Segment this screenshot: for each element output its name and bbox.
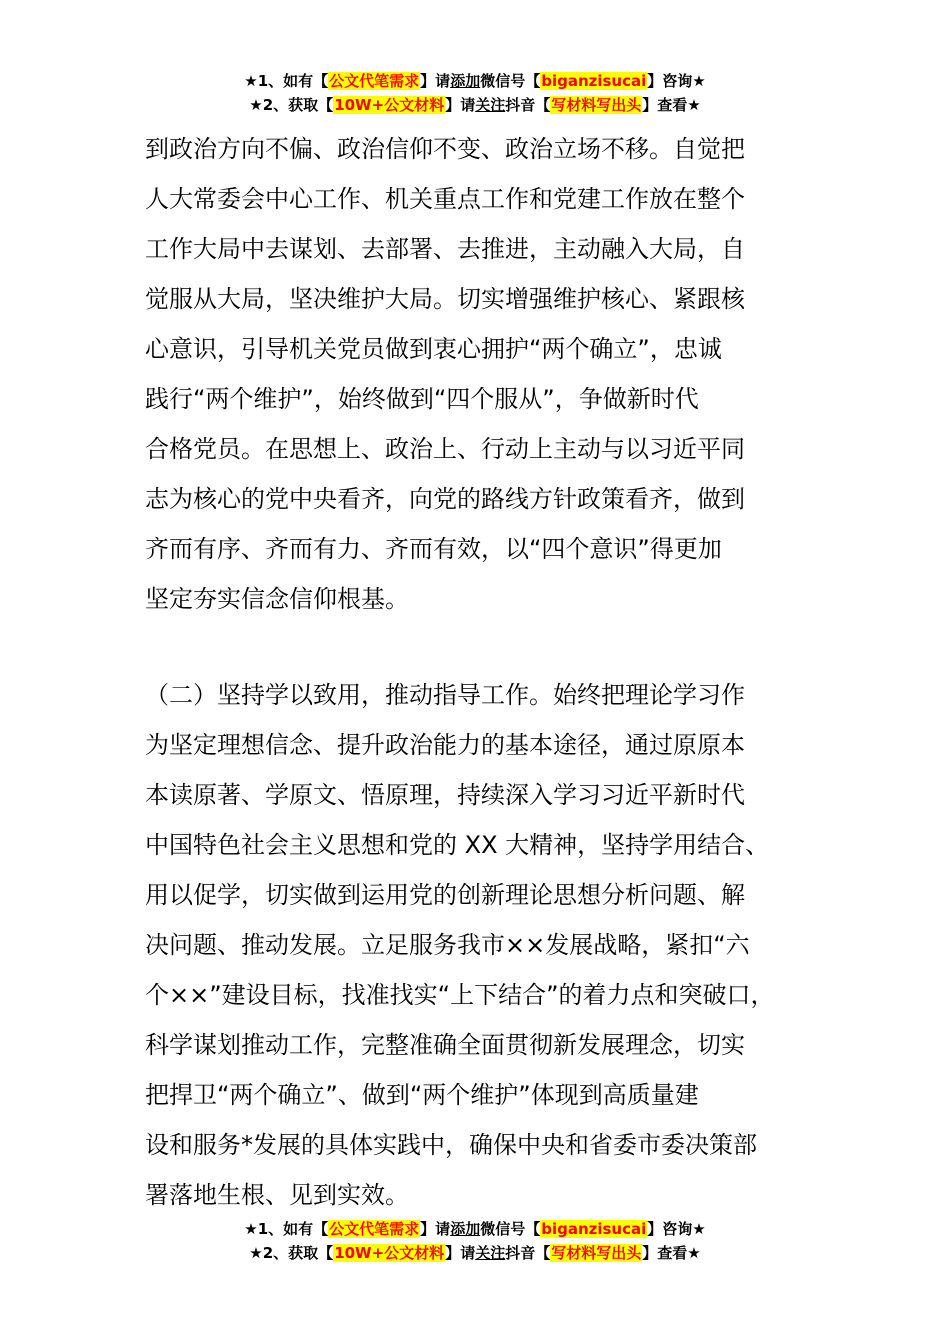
header-banner-line-1 [0, 70, 950, 94]
highlight-text: 10W+公文材料 [334, 1244, 445, 1262]
wechat-id: biganzisucai [541, 72, 647, 90]
text-line: 决问题、推动发展。立足服务我市××发展战略，紧扣“六 [145, 931, 750, 959]
text-line: 用以促学，切实做到运用党的创新理论思想分析问题、解 [145, 881, 745, 909]
document-body [145, 124, 845, 1220]
banner-text: 微信号【 [480, 72, 541, 90]
banner-text: 】咨询★ [647, 1220, 706, 1238]
footer-banner-line-1 [0, 1218, 950, 1242]
header-banner-line-2 [0, 94, 950, 118]
text-line: 坚定夯实信念信仰根基。 [145, 585, 409, 613]
douyin-id: 写材料写出头 [551, 96, 642, 114]
wechat-id: biganzisucai [541, 1220, 647, 1238]
banner-text: 抖音【 [505, 96, 551, 114]
text-line: 本读原著、学原文、悟原理，持续深入学习习近平新时代 [145, 781, 745, 809]
banner-text: ★1、如有【 [244, 1220, 329, 1238]
header-banner [0, 70, 950, 118]
paragraph-spacer [145, 624, 845, 670]
banner-text: 微信号【 [480, 1220, 541, 1238]
footer-banner-line-2 [0, 1242, 950, 1266]
banner-text: 】请 [420, 1220, 451, 1238]
text-line: 为坚定理想信念、提升政治能力的基本途径，通过原原本 [145, 731, 745, 759]
banner-text: ★1、如有【 [244, 72, 329, 90]
text-line: 践行“两个维护”，始终做到“四个服从”，争做新时代 [145, 385, 699, 413]
paragraph-2 [145, 670, 845, 1220]
banner-text: 】请 [445, 96, 476, 114]
underlined-text: 添加 [450, 1220, 481, 1238]
highlight-text: 公文代笔需求 [329, 72, 420, 90]
text-line: 心意识，引导机关党员做到衷心拥护“两个确立”，忠诚 [145, 335, 722, 363]
section-heading-line: （二）坚持学以致用，推动指导工作。始终把理论学习作 [145, 681, 745, 709]
text-line: 署落地生根、见到实效。 [145, 1181, 409, 1209]
text-line: 志为核心的党中央看齐，向党的路线方针政策看齐，做到 [145, 485, 745, 513]
text-line: 合格党员。在思想上、政治上、行动上主动与以习近平同 [145, 435, 745, 463]
underlined-text: 添加 [450, 72, 481, 90]
underlined-text: 关注 [475, 1244, 506, 1262]
highlight-text: 10W+公文材料 [334, 96, 445, 114]
banner-text: ★2、获取【 [249, 1244, 334, 1262]
text-line: 个××”建设目标，找准找实“上下结合”的着力点和突破口， [145, 981, 775, 1009]
footer-banner [0, 1218, 950, 1266]
banner-text: 】查看★ [642, 1244, 701, 1262]
banner-text: 】请 [420, 72, 451, 90]
banner-text: 抖音【 [505, 1244, 551, 1262]
text-line: 把捍卫“两个确立”、做到“两个维护”体现到高质量建 [145, 1081, 699, 1109]
banner-text: 】请 [445, 1244, 476, 1262]
highlight-text: 公文代笔需求 [329, 1220, 420, 1238]
text-line: 人大常委会中心工作、机关重点工作和党建工作放在整个 [145, 185, 745, 213]
underlined-text: 关注 [475, 96, 506, 114]
text-line: 工作大局中去谋划、去部署、去推进，主动融入大局，自 [145, 235, 745, 263]
douyin-id: 写材料写出头 [551, 1244, 642, 1262]
paragraph-1 [145, 124, 845, 624]
text-line: 中国特色社会主义思想和党的 XX 大精神，坚持学用结合、 [145, 831, 770, 859]
banner-text: ★2、获取【 [249, 96, 334, 114]
text-line: 到政治方向不偏、政治信仰不变、政治立场不移。自觉把 [145, 135, 745, 163]
text-line: 设和服务*发展的具体实践中，确保中央和省委市委决策部 [145, 1131, 757, 1159]
text-line: 觉服从大局，坚决维护大局。切实增强维护核心、紧跟核 [145, 285, 745, 313]
banner-text: 】查看★ [642, 96, 701, 114]
text-line: 科学谋划推动工作，完整准确全面贯彻新发展理念，切实 [145, 1031, 745, 1059]
banner-text: 】咨询★ [647, 72, 706, 90]
text-line: 齐而有序、齐而有力、齐而有效，以“四个意识”得更加 [145, 535, 722, 563]
